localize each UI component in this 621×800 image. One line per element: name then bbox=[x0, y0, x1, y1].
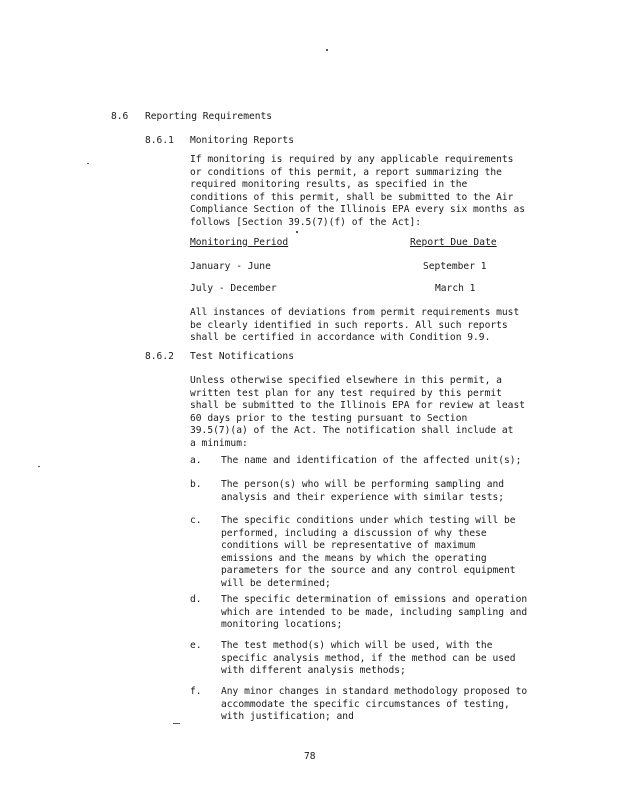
paragraph-line: be clearly identified in such reports. All such reports bbox=[190, 319, 508, 331]
table-cell-period: January - June bbox=[190, 261, 271, 272]
list-item-line: monitoring locations; bbox=[221, 619, 343, 631]
list-item-line: parameters for the source and any control equipment bbox=[221, 565, 516, 577]
subsection-number-monitoring: 8.6.1 bbox=[145, 135, 174, 146]
list-item-line: The test method(s) which will be used, with the bbox=[221, 640, 493, 651]
list-item bbox=[221, 594, 527, 632]
paragraph-line: shall be submitted to the Illinois EPA for review at least bbox=[190, 400, 526, 412]
list-item-line: conditions will be representative of maximum bbox=[221, 540, 476, 552]
monitoring-paragraph bbox=[190, 154, 525, 230]
paragraph-line: or conditions of this permit, a report summarizing the bbox=[190, 166, 502, 178]
monitoring-closing-paragraph bbox=[190, 307, 519, 345]
scan-speck bbox=[296, 231, 298, 233]
paragraph-line: conditions of this permit, shall be submitted to the Air bbox=[190, 191, 514, 203]
paragraph-line: written test plan for any test required by this permit bbox=[190, 387, 502, 399]
scan-speck bbox=[326, 49, 328, 51]
list-item-letter: e. bbox=[190, 640, 202, 651]
paragraph-line: Compliance Section of the Illinois EPA every six months as bbox=[190, 204, 526, 216]
list-item-letter: b. bbox=[190, 479, 202, 490]
list-item-line: with different analysis methods; bbox=[221, 665, 406, 677]
list-item bbox=[221, 455, 521, 468]
list-item-letter: a. bbox=[190, 455, 202, 466]
table-cell-due: September 1 bbox=[423, 261, 487, 272]
subsection-title-test: Test Notifications bbox=[190, 351, 294, 362]
section-number: 8.6 bbox=[111, 111, 129, 122]
list-item-line: performed, including a discussion of why these bbox=[221, 527, 487, 539]
subsection-number-test: 8.6.2 bbox=[145, 351, 174, 362]
list-item-line: analysis and their experience with similar tests; bbox=[221, 491, 505, 503]
paragraph-line: All instances of deviations from permit requirements must bbox=[190, 307, 520, 318]
section-title: Reporting Requirements bbox=[145, 111, 273, 122]
list-item bbox=[221, 515, 516, 591]
list-item-line: with justification; and bbox=[221, 711, 354, 723]
paragraph-line: If monitoring is required by any applicable requirements bbox=[190, 154, 514, 165]
list-item bbox=[221, 686, 527, 724]
list-item-line: The specific determination of emissions and operation bbox=[221, 594, 528, 605]
list-item-line: Any minor changes in standard methodology proposed to bbox=[221, 686, 528, 697]
list-item bbox=[221, 479, 504, 504]
list-item bbox=[221, 640, 516, 678]
list-item-line: specific analysis method, if the method can be used bbox=[221, 652, 516, 664]
table-header-due-date: Report Due Date bbox=[410, 237, 497, 248]
list-item-line: accommodate the specific circumstances of testing, bbox=[221, 698, 510, 710]
list-item-line: The name and identification of the affected unit(s); bbox=[221, 455, 522, 466]
paragraph-line: follows [Section 39.5(7)(f) of the Act]: bbox=[190, 216, 422, 228]
list-item-line: emissions and the means by which the operating bbox=[221, 552, 487, 564]
subsection-title-monitoring: Monitoring Reports bbox=[190, 135, 294, 146]
list-item-line: will be determined; bbox=[221, 577, 331, 589]
table-header-period: Monitoring Period bbox=[190, 237, 289, 248]
test-intro-paragraph bbox=[190, 375, 525, 451]
list-item-line: The specific conditions under which testing will be bbox=[221, 515, 516, 526]
paragraph-line: shall be certified in accordance with Condition 9.9. bbox=[190, 332, 491, 344]
table-cell-period: July - December bbox=[190, 283, 277, 294]
paragraph-line: a minimum: bbox=[190, 437, 248, 449]
paragraph-line: 60 days prior to the testing pursuant to Section bbox=[190, 412, 468, 424]
scan-speck bbox=[38, 466, 40, 467]
paragraph-line: Unless otherwise specified elsewhere in this permit, a bbox=[190, 375, 502, 386]
list-item-line: which are intended to be made, including sampling and bbox=[221, 606, 528, 618]
page-number: 78 bbox=[304, 751, 316, 762]
list-item-letter: d. bbox=[190, 594, 202, 605]
paragraph-line: required monitoring results, as specified in the bbox=[190, 179, 468, 191]
list-item-letter: c. bbox=[190, 515, 202, 526]
scan-speck bbox=[87, 163, 89, 164]
scan-speck bbox=[173, 723, 180, 724]
list-item-letter: f. bbox=[190, 686, 202, 697]
paragraph-line: 39.5(7)(a) of the Act. The notification shall include at bbox=[190, 425, 514, 437]
table-cell-due: March 1 bbox=[435, 283, 476, 294]
list-item-line: The person(s) who will be performing sampling and bbox=[221, 479, 505, 490]
